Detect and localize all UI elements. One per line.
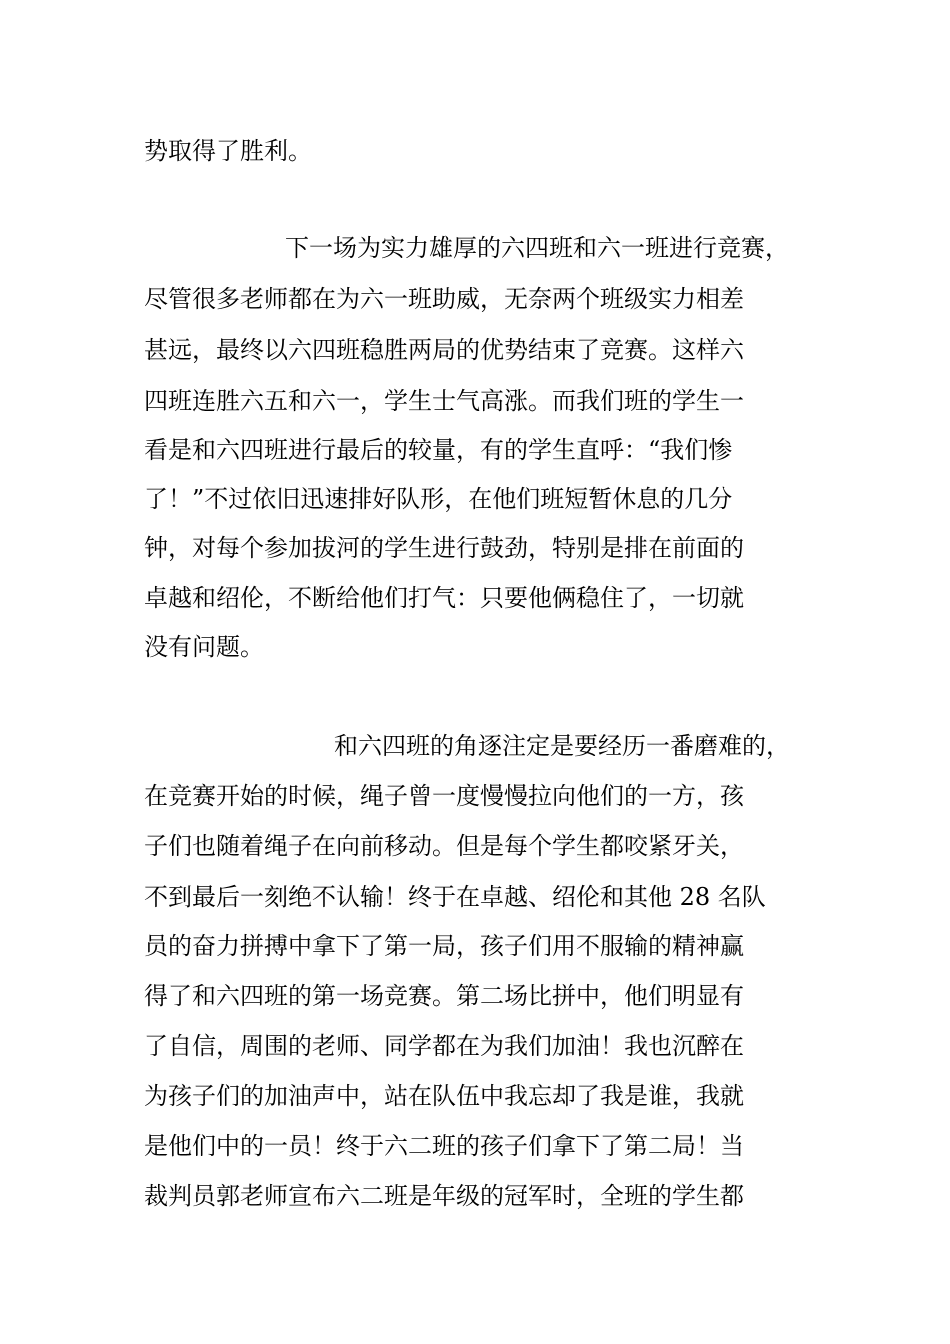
paragraph-3-line-5: 员的奋力拼搏中拿下了第一局，孩子们用不服输的精神赢 — [144, 932, 744, 960]
paragraph-1-line-1: 势取得了胜利。 — [144, 137, 312, 165]
paragraph-3-line-4: 不到最后一刻绝不认输！终于在卓越、绍伦和其他 28 名队 — [144, 883, 766, 911]
paragraph-2-line-2: 尽管很多老师都在为六一班助威，无奈两个班级实力相差 — [144, 285, 744, 313]
paragraph-3-line-10: 裁判员郭老师宣布六二班是年级的冠军时，全班的学生都 — [144, 1182, 744, 1210]
paragraph-3-line-1: 和六四班的角逐注定是要经历一番磨难的， — [334, 732, 790, 760]
paragraph-2-line-9: 没有问题。 — [144, 633, 264, 661]
paragraph-2-line-3: 甚远，最终以六四班稳胜两局的优势结束了竞赛。这样六 — [144, 336, 744, 364]
paragraph-3-line-7: 了自信，周围的老师、同学都在为我们加油！我也沉醉在 — [144, 1032, 744, 1060]
paragraph-3-line-3: 子们也随着绳子在向前移动。但是每个学生都咬紧牙关， — [144, 832, 744, 860]
paragraph-2-line-5: 看是和六四班进行最后的较量，有的学生直呼：“我们惨 — [144, 436, 733, 464]
paragraph-3-line-9: 是他们中的一员！终于六二班的孩子们拿下了第二局！当 — [144, 1132, 744, 1160]
paragraph-3-line-6: 得了和六四班的第一场竞赛。第二场比拼中，他们明显有 — [144, 982, 744, 1010]
paragraph-2-line-8: 卓越和绍伦，不断给他们打气：只要他俩稳住了，一切就 — [144, 584, 744, 612]
paragraph-2-line-6: 了！”不过依旧迅速排好队形，在他们班短暂休息的几分 — [144, 485, 733, 513]
paragraph-2-line-4: 四班连胜六五和六一，学生士气高涨。而我们班的学生一 — [144, 387, 744, 415]
paragraph-2-line-1: 下一场为实力雄厚的六四班和六一班进行竞赛， — [285, 234, 789, 262]
paragraph-3-line-2: 在竞赛开始的时候，绳子曾一度慢慢拉向他们的一方，孩 — [144, 782, 744, 810]
paragraph-2-line-7: 钟，对每个参加拔河的学生进行鼓劲，特别是排在前面的 — [144, 534, 744, 562]
paragraph-3-line-8: 为孩子们的加油声中，站在队伍中我忘却了我是谁，我就 — [144, 1082, 744, 1110]
